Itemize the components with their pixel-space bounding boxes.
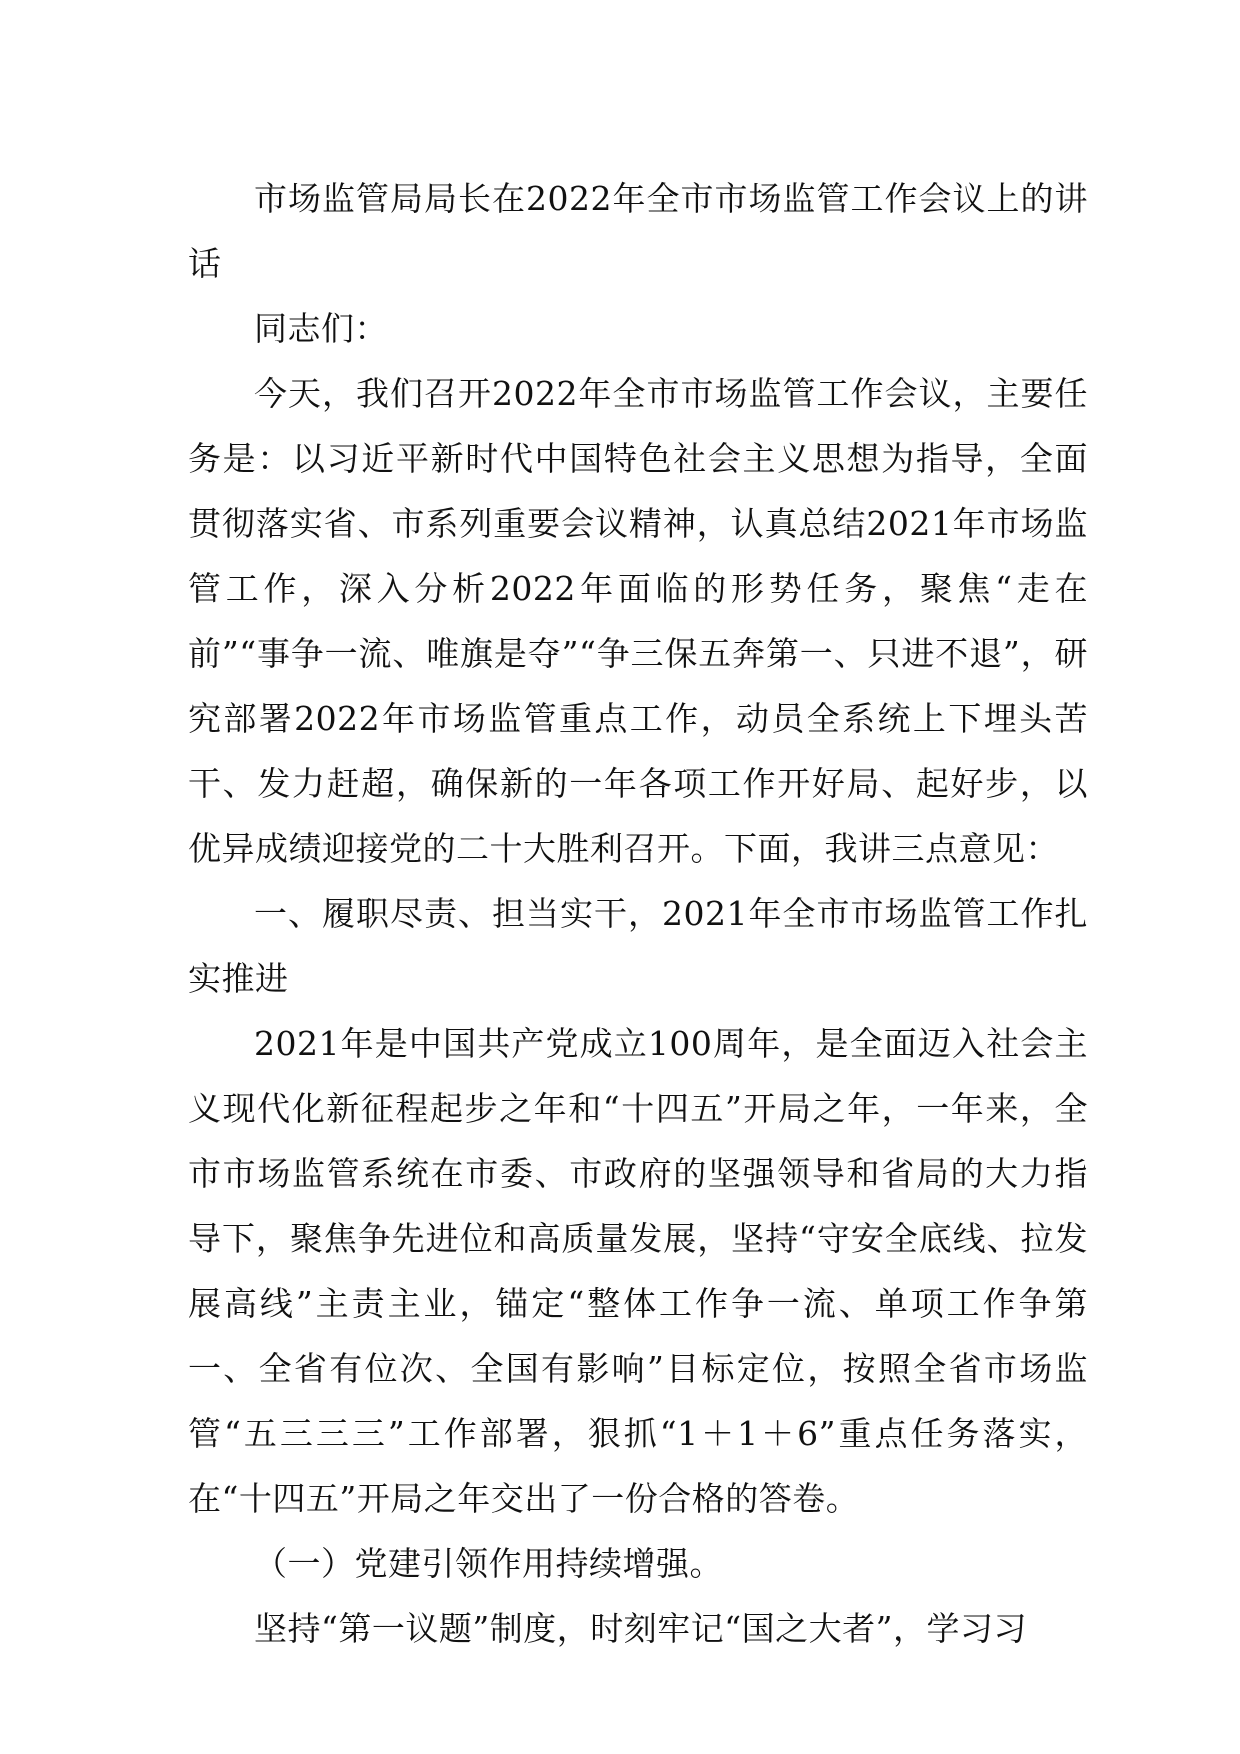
section-heading-1: 一、履职尽责、担当实干，2021年全市市场监管工作扎实推进	[188, 894, 1088, 998]
salutation: 同志们：	[254, 309, 388, 348]
paragraph-party-building: 坚持“第一议题”制度，时刻牢记“国之大者”，学习习	[254, 1609, 1027, 1648]
subsection-heading-1: （一）党建引领作用持续增强。	[254, 1544, 723, 1583]
paragraph-opening: 今天，我们召开2022年全市市场监管工作会议，主要任务是：以习近平新时代中国特色社会主义思想为指导，全面贯彻落实省、市系列重要会议精神，认真总结2021年市场监管工作，深入分析2022年面临的形势任务，聚焦“走在前”“事争一流、唯旗是夺”“争三保五奔第一、只进不退”，研究部署2022年市场监管重点工作，动员全系统上下埋头苦干、发力赶超，确保新的一年各项工作开好局、起好步，以优异成绩迎接党的二十大胜利召开。下面，我讲三点意见：	[188, 374, 1088, 868]
document-body	[188, 166, 1088, 1661]
paragraph-2021-review: 2021年是中国共产党成立100周年，是全面迈入社会主义现代化新征程起步之年和“十四五”开局之年，一年来，全市市场监管系统在市委、市政府的坚强领导和省局的大力指导下，聚焦争先进位和高质量发展，坚持“守安全底线、拉发展高线”主责主业，锚定“整体工作争一流、单项工作争第一、全省有位次、全国有影响”目标定位，按照全省市场监管“五三三三”工作部署，狠抓“1＋1＋6”重点任务落实，在“十四五”开局之年交出了一份合格的答卷。	[188, 1024, 1088, 1518]
document-title: 市场监管局局长在2022年全市市场监管工作会议上的讲话	[188, 179, 1088, 283]
